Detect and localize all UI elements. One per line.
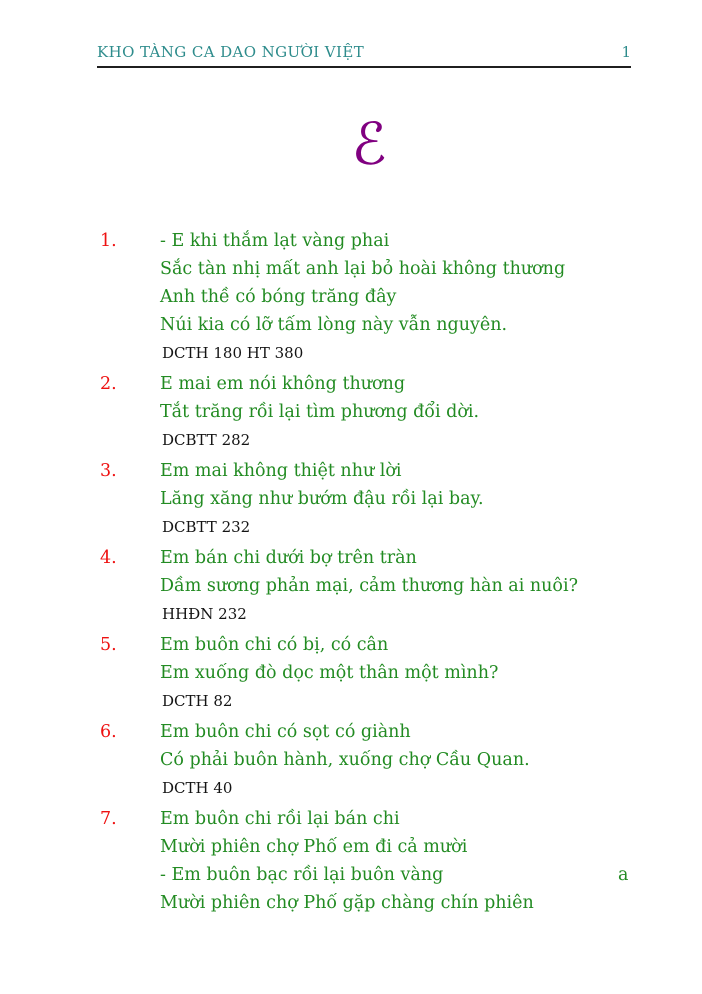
page-number: 1 xyxy=(621,43,631,61)
page-header xyxy=(97,42,631,68)
citation: DCBTT 282 xyxy=(162,431,251,449)
verse-line: Em buôn chi có bị, có cân xyxy=(160,635,389,655)
verse-line: Sắc tàn nhị mất anh lại bỏ hoài không thương xyxy=(160,259,566,279)
entry-number: 4. xyxy=(100,548,117,568)
citation: DCTH 82 xyxy=(162,692,233,710)
verse-line: - E khi thắm lạt vàng phai xyxy=(160,231,390,251)
ca-dao-entry xyxy=(0,718,702,802)
section-letter-E: ℰ xyxy=(351,110,387,178)
entry-number: 5. xyxy=(100,635,117,655)
verse-line: Núi kia có lỡ tấm lòng này vẫn nguyên. xyxy=(160,315,508,335)
entry-number: 3. xyxy=(100,461,117,481)
entry-number: 6. xyxy=(100,722,117,742)
verse-line: Tắt trăng rồi lại tìm phương đổi dời. xyxy=(160,402,480,422)
verse-line: - Em buôn bạc rồi lại buôn vàng a xyxy=(160,861,662,889)
ca-dao-entry xyxy=(0,227,702,367)
entry-number: 7. xyxy=(100,809,117,829)
verse-line: Em buôn chi rồi lại bán chi xyxy=(160,809,400,829)
entries-list xyxy=(0,227,702,920)
verse-line: Em buôn chi có sọt có giành xyxy=(160,722,411,742)
book-title: KHO TÀNG CA DAO NGƯỜI VIỆT xyxy=(97,43,365,61)
citation: DCTH 40 xyxy=(162,779,233,797)
citation: HHĐN 232 xyxy=(162,605,247,623)
verse-line: Mười phiên chợ Phố gặp chàng chín phiên xyxy=(160,893,534,913)
margin-note: a xyxy=(618,865,629,885)
verse-line: Anh thề có bóng trăng đây xyxy=(160,287,397,307)
verse-line: Có phải buôn hành, xuống chợ Cầu Quan. xyxy=(160,750,530,770)
verse-line: Dầm sương phản mại, cảm thương hàn ai nuôi? xyxy=(160,576,578,596)
ca-dao-entry xyxy=(0,370,702,454)
verse-line: E mai em nói không thương xyxy=(160,374,406,394)
verse-line: Mười phiên chợ Phố em đi cả mười xyxy=(160,837,468,857)
verse-line: Lăng xăng như bướm đậu rồi lại bay. xyxy=(160,489,484,509)
ca-dao-entry xyxy=(0,457,702,541)
entry-number: 1. xyxy=(100,231,117,251)
citation: DCBTT 232 xyxy=(162,518,251,536)
verse-line: Em bán chi dưới bợ trên tràn xyxy=(160,548,417,568)
verse-line: Em mai không thiệt như lời xyxy=(160,461,402,481)
entry-number: 2. xyxy=(100,374,117,394)
ca-dao-entry xyxy=(0,544,702,628)
verse-line: Em xuống đò dọc một thân một mình? xyxy=(160,663,499,683)
ca-dao-entry xyxy=(0,805,702,917)
ca-dao-entry xyxy=(0,631,702,715)
citation: DCTH 180 HT 380 xyxy=(162,344,304,362)
